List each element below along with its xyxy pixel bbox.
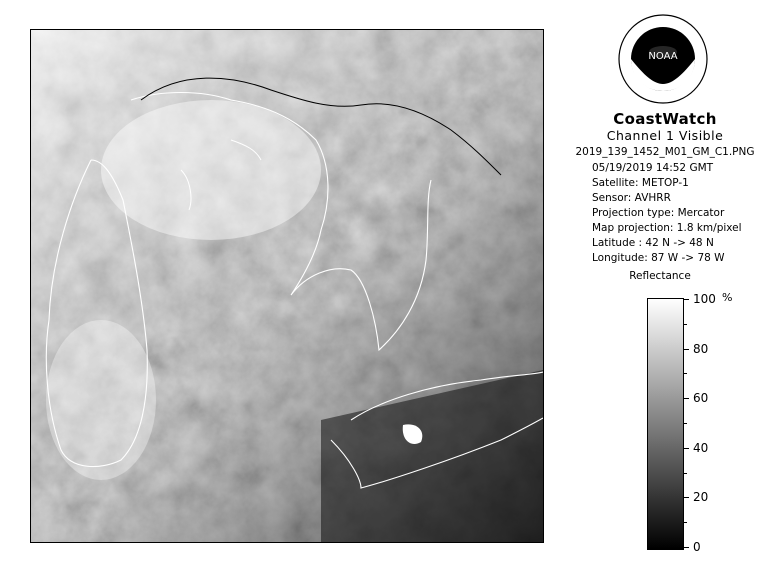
satellite-label: Satellite: METOP-1 — [592, 177, 689, 189]
colorbar-minor-tick — [683, 373, 687, 374]
satellite-image-map — [30, 29, 544, 543]
colorbar-tick — [683, 398, 689, 399]
projection-type-label: Projection type: Mercator — [592, 207, 725, 219]
map-projection-label: Map projection: 1.8 km/pixel — [592, 222, 742, 234]
colorbar-tick — [683, 547, 689, 548]
colorbar-minor-tick — [683, 423, 687, 424]
filename-label: 2019_139_1452_M01_GM_C1.PNG — [575, 146, 755, 158]
colorbar-title: Reflectance — [629, 270, 691, 282]
colorbar-tick — [683, 299, 689, 300]
latitude-label: Latitude : 42 N -> 48 N — [592, 237, 714, 249]
sensor-label: Sensor: AVHRR — [592, 192, 671, 204]
colorbar-tick — [683, 497, 689, 498]
noaa-seal-icon — [618, 14, 708, 104]
colorbar-minor-tick — [683, 522, 687, 523]
colorbar-minor-tick — [683, 473, 687, 474]
colorbar-minor-tick — [683, 324, 687, 325]
channel-subtitle: Channel 1 Visible — [606, 128, 724, 143]
cloud-cluster-west — [46, 320, 156, 480]
colorbar-tick — [683, 448, 689, 449]
colorbar-tick-label: 100 — [693, 292, 716, 306]
colorbar-tick — [683, 349, 689, 350]
reflectance-colorbar — [647, 298, 684, 550]
colorbar-tick-label: 0 — [693, 540, 701, 554]
colorbar-tick-label: 60 — [693, 391, 709, 406]
datetime-label: 05/19/2019 14:52 GMT — [592, 162, 714, 174]
colorbar-unit: % — [722, 291, 733, 304]
cloud-cluster-north — [101, 100, 321, 240]
colorbar-tick-label: 20 — [693, 490, 709, 505]
svg-text:NOAA: NOAA — [648, 51, 678, 62]
colorbar-tick-label: 40 — [693, 440, 709, 455]
app-title: CoastWatch — [613, 110, 717, 128]
map-canvas — [31, 30, 543, 542]
colorbar-tick-label: 80 — [693, 341, 709, 356]
longitude-label: Longitude: 87 W -> 78 W — [592, 252, 725, 264]
